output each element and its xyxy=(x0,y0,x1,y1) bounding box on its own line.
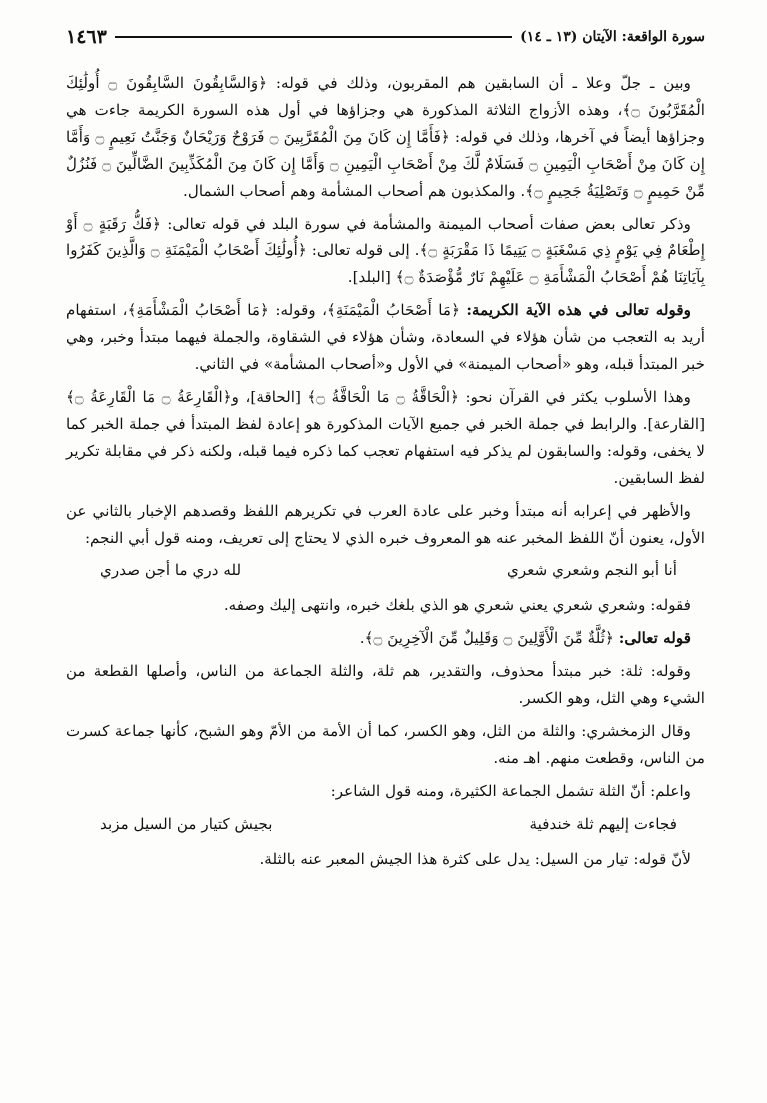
paragraph: وذكر تعالى بعض صفات أصحاب الميمنة والمشأمة في سورة البلد في قوله تعالى: ﴿فَكُّ رَقَبَةٍ ۝ أَوْ إِطْعَامٌ فِي يَوْمٍ ذِي مَسْغَبَةٍ ۝ يَتِيمًا ذَا مَقْرَبَةٍ ۝﴾. إلى قوله تعالى: ﴿أُولَٰئِكَ أَصْحَابُ الْمَيْمَنَةِ ۝ وَالَّذِينَ كَفَرُوا بِآيَاتِنَا هُمْ أَصْحَابُ الْمَشْأَمَةِ ۝ عَلَيْهِمْ نَارٌ مُّؤْصَدَةٌ ۝﴾ [البلد]. xyxy=(66,214,705,287)
paragraph-text: ﴿ثُلَّةٌ مِّنَ الْأَوَّلِينَ ۝ وَقَلِيلٌ مِّنَ الْآخِرِينَ ۝﴾. xyxy=(359,629,619,648)
paragraph xyxy=(66,297,705,378)
paragraph: والأظهر في إعرابه أنه مبتدأ وخبر على عادة العرب في تكريرهم اللفظ وقصدهم الإخبار بالثاني عن الأول، يعنون أنّ اللفظ المخبر عنه هو المعروف خبره الذي لا يحتاج إلى تعريف، ومنه قول أبي النجم: xyxy=(66,501,705,547)
poetry-verse xyxy=(66,557,705,584)
poetry-verse xyxy=(66,811,705,838)
paragraph-lead: قوله تعالى: xyxy=(618,629,691,648)
page-header xyxy=(66,26,705,48)
paragraph: وقوله: ثلة: خبر مبتدأ محذوف، والتقدير، هم ثلة، والثلة الجماعة من الناس، وأصلها القطعة من الشيء وهي الثل، وهو الكسر. xyxy=(66,662,705,708)
verse-first-hemistich: فجاءت إليهم ثلة خندفية xyxy=(529,814,677,833)
header-rule xyxy=(115,36,512,38)
page-number: ١٤٦٣ xyxy=(66,26,107,48)
page-body xyxy=(66,70,705,878)
verse-second-hemistich: لله دري ما أجن صدري xyxy=(100,561,242,580)
paragraph: لأنّ قوله: تيار من السيل: يدل على كثرة هذا الجيش المعبر عنه بالثلة. xyxy=(259,849,691,868)
paragraph-lead: وقوله تعالى في هذه الآية الكريمة: xyxy=(466,301,691,320)
paragraph: وهذا الأسلوب يكثر في القرآن نحو: ﴿الْحَاقَّةُ ۝ مَا الْحَاقَّةُ ۝﴾ [الحاقة]، و﴿الْقَارِعَةُ ۝ مَا الْقَارِعَةُ ۝﴾ [القارعة]. والرابط في جملة الخبر في جميع الآيات المذكورة هو إعادة لفظ المبتدأ في جملة الخبر كما لا يخفى، وقوله: والسابقون لم يذكر فيه استفهام تعجب كما ذكره فيما قبله، ولكنه ذكر في مقابلة تكرير لفظ السابقين. xyxy=(66,387,705,487)
paragraph-text: ﴿مَا أَصْحَابُ الْمَيْمَنَةِ﴾، وقوله: ﴿مَا أَصْحَابُ الْمَشْأَمَةِ﴾، استفهام أريد به التعجب من شأن هؤلاء في السعادة، وشأن هؤلاء في الشقاوة، والجملة فيهما مبتدأ وخبر، وهي خبر المبتدأ قبله، وهو «أصحاب الميمنة» في الأول و«أصحاب المشأمة» في الثاني. xyxy=(66,301,705,374)
paragraph: وقال الزمخشري: والثلة من الثل، وهو الكسر، كما أن الأمة من الأمّ وهو الشبح، كأنها جماعة كسرت من الناس، وقطعت منهم. اهـ منه. xyxy=(66,721,705,767)
verse-second-hemistich: بجيش كتيار من السيل مزبد xyxy=(100,814,273,833)
verse-first-hemistich: أنا أبو النجم وشعري شعري xyxy=(507,561,677,580)
paragraph: فقوله: وشعري شعري يعني شعري هو الذي بلغك خبره، وانتهى إليك وصفه. xyxy=(223,596,691,615)
paragraph: وبين ـ جلّ وعلا ـ أن السابقين هم المقربون، وذلك في قوله: ﴿وَالسَّابِقُونَ السَّابِقُونَ ۝ أُولَٰئِكَ الْمُقَرَّبُونَ ۝﴾، وهذه الأزواج الثلاثة المذكورة هي وجزاؤها في أول هذه السورة الكريمة جاءت هي وجزاؤها أيضاً في آخرها، وذلك في قوله: ﴿فَأَمَّا إِن كَانَ مِنَ الْمُقَرَّبِينَ ۝ فَرَوْحٌ وَرَيْحَانٌ وَجَنَّتُ نَعِيمٍ ۝ وَأَمَّا إِن كَانَ مِنْ أَصْحَابِ الْيَمِينِ ۝ فَسَلَامٌ لَّكَ مِنْ أَصْحَابِ الْيَمِينِ ۝ وَأَمَّا إِن كَانَ مِنَ الْمُكَذِّبِينَ الضَّالِّينَ ۝ فَنُزُلٌ مِّنْ حَمِيمٍ ۝ وَتَصْلِيَةُ جَحِيمٍ ۝﴾. والمكذبون هم أصحاب المشأمة وهم أصحاب الشمال. xyxy=(66,74,706,200)
running-title: سورة الواقعة: الآيتان (١٣ ـ ١٤) xyxy=(520,29,705,45)
paragraph xyxy=(66,625,705,652)
paragraph: واعلم: أنّ الثلة تشمل الجماعة الكثيرة، ومنه قول الشاعر: xyxy=(330,781,691,800)
